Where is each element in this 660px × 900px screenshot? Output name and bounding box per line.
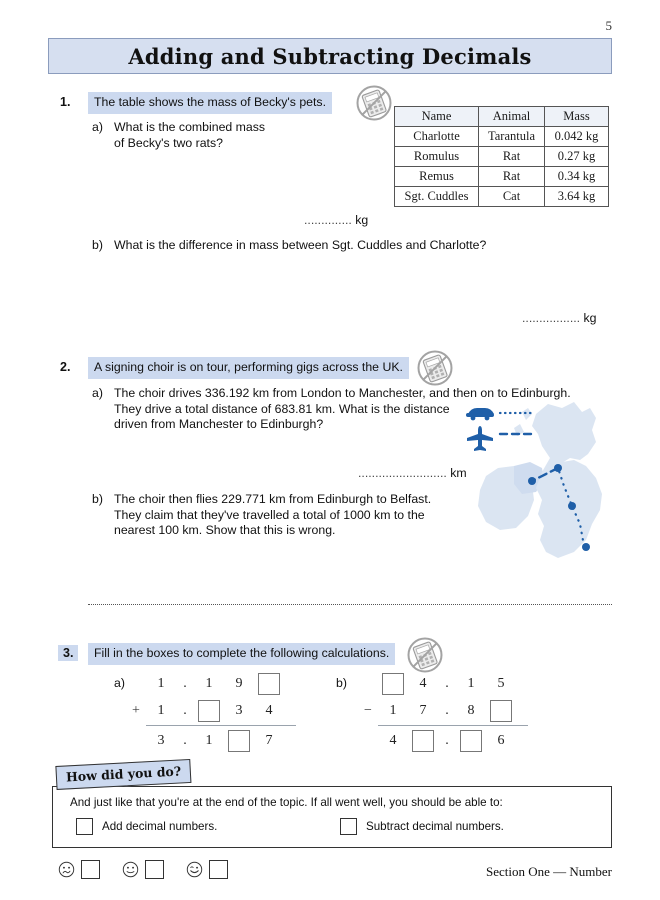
answer-line-2a[interactable] (358, 466, 467, 480)
calc-b-rule (378, 725, 528, 726)
how-did-you-do-intro: And just like that you're at the end of the topic. If all went well, you should be able to: (70, 796, 503, 809)
answer-unit-1a: kg (355, 213, 369, 227)
calc-a-r3-point: . (183, 732, 187, 748)
calc-b-r1-answer-box[interactable] (378, 670, 408, 697)
checkbox-subtract-decimals[interactable] (340, 818, 357, 835)
calc-a-r2-answer-box[interactable] (194, 697, 224, 724)
calc-b-r2-d2: 7 (419, 702, 427, 718)
calc-a-row1 (126, 670, 296, 697)
page-footer: Section One — Number (485, 864, 612, 879)
page-number: 5 (605, 18, 612, 33)
calculation-a (126, 670, 296, 754)
input-box[interactable] (490, 700, 512, 722)
page-title-banner (48, 38, 612, 74)
neutral-face-icon (122, 861, 139, 878)
cell-animal: Rat (479, 167, 545, 187)
question-2a-label: a) (92, 386, 103, 400)
calc-b-r3-point: . (445, 732, 449, 748)
question-1a-line2: of Becky's two rats? (114, 135, 223, 150)
no-calculator-icon (416, 349, 454, 387)
calc-a-r1-answer-box[interactable] (254, 670, 284, 697)
question-2b-line3: nearest 100 km. Show that this is wrong. (114, 523, 336, 537)
calc-b-row1 (358, 670, 528, 697)
cell-animal: Rat (479, 147, 545, 167)
calc-a-r3-d2: 1 (205, 732, 213, 748)
checklist-label-add: Add decimal numbers. (102, 820, 218, 833)
table-row (395, 147, 609, 167)
cell-name: Romulus (395, 147, 479, 167)
checklist-item-subtract[interactable] (340, 818, 504, 835)
sad-face-icon (58, 861, 75, 878)
answer-dots-1a: .............. (304, 213, 352, 227)
calc-b-r1-d2: 4 (419, 675, 427, 691)
answer-dots-1b: ................. (522, 311, 581, 325)
self-assessment-neutral[interactable] (122, 860, 164, 879)
question-2-lead: A signing choir is on tour, performing gigs across the UK. (88, 357, 409, 379)
no-calculator-icon (355, 84, 393, 122)
calc-a-r3-answer-box[interactable] (224, 727, 254, 754)
cell-name: Charlotte (395, 127, 479, 147)
self-assessment-happy[interactable] (186, 860, 228, 879)
cell-animal: Tarantula (479, 127, 545, 147)
calc-b-r1-point: . (445, 675, 449, 691)
question-1-number: 1. (60, 95, 71, 109)
city-marker-london (582, 543, 590, 551)
question-1a-label: a) (92, 120, 103, 134)
cell-mass: 0.34 kg (545, 167, 609, 187)
calc-a-r3-d1: 3 (157, 732, 165, 748)
calc-a-r1-d3: 9 (235, 675, 243, 691)
calc-a-r2-d1: 1 (157, 702, 165, 718)
calc-b-row2 (358, 697, 528, 724)
calc-b-row3 (358, 727, 528, 754)
calc-b-r3-d5: 6 (497, 732, 505, 748)
calc-a-r1-point: . (183, 675, 187, 691)
answer-dots-2a: .......................... (358, 466, 447, 480)
self-assessment-row (58, 860, 228, 879)
calc-b-r1-d5: 5 (497, 675, 505, 691)
checkbox-neutral[interactable] (145, 860, 164, 879)
input-box[interactable] (228, 730, 250, 752)
calc-a-rule (146, 725, 296, 726)
table-header-animal: Animal (479, 107, 545, 127)
city-marker-belfast (528, 477, 536, 485)
question-3b-label: b) (336, 676, 347, 690)
calculation-b (358, 670, 528, 754)
cell-name: Sgt. Cuddles (395, 187, 479, 207)
calc-a-r1-d2: 1 (205, 675, 213, 691)
calc-b-r3-d1: 4 (389, 732, 397, 748)
calc-a-r2-d4: 4 (265, 702, 273, 718)
self-assessment-sad[interactable] (58, 860, 100, 879)
input-box[interactable] (258, 673, 280, 695)
no-calculator-icon (406, 636, 444, 674)
question-3-number: 3. (58, 645, 78, 661)
table-header-name: Name (395, 107, 479, 127)
question-3a-label: a) (114, 676, 125, 690)
calc-b-operator: − (364, 702, 372, 718)
calc-b-r2-d1: 1 (389, 702, 397, 718)
input-box[interactable] (460, 730, 482, 752)
answer-unit-1b: kg (583, 311, 597, 325)
table-header-row (395, 107, 609, 127)
page-title: Adding and Subtracting Decimals (128, 43, 532, 69)
checkbox-happy[interactable] (209, 860, 228, 879)
calc-a-row2 (126, 697, 296, 724)
question-2b-line1: The choir then flies 229.771 km from Edinburgh to Belfast. (114, 492, 432, 506)
input-box[interactable] (198, 700, 220, 722)
cell-mass: 0.042 kg (545, 127, 609, 147)
question-1-lead: The table shows the mass of Becky's pets. (88, 92, 332, 114)
question-1a-line1: What is the combined mass (114, 120, 266, 134)
city-marker-manchester (568, 502, 576, 510)
calc-a-r2-point: . (183, 702, 187, 718)
question-2a-line3: driven from Manchester to Edinburgh? (114, 417, 324, 431)
answer-rule-2b[interactable] (88, 604, 612, 605)
checkbox-sad[interactable] (81, 860, 100, 879)
question-2a-line1: The choir drives 336.192 km from London to Manchester, and then on to Edinburgh. (114, 386, 571, 400)
question-3-lead: Fill in the boxes to complete the following calculations. (88, 643, 395, 665)
cell-mass: 3.64 kg (545, 187, 609, 207)
cell-mass: 0.27 kg (545, 147, 609, 167)
answer-line-1b[interactable] (522, 311, 597, 325)
question-1b-label: b) (92, 238, 103, 252)
calc-b-r3-answer-box-2[interactable] (456, 727, 486, 754)
calc-b-r1-d4: 1 (467, 675, 475, 691)
calc-b-r2-d4: 8 (467, 702, 475, 718)
question-2b-text (114, 492, 431, 539)
checklist-label-subtract: Subtract decimal numbers. (366, 820, 504, 833)
calc-b-r2-point: . (445, 702, 449, 718)
calc-a-r1-d1: 1 (157, 675, 165, 691)
input-box[interactable] (412, 730, 434, 752)
input-box[interactable] (382, 673, 404, 695)
question-2a-text (114, 386, 571, 433)
happy-face-icon (186, 861, 203, 878)
table-row (395, 127, 609, 147)
calc-a-operator: + (132, 702, 140, 718)
pets-table (394, 106, 609, 207)
answer-unit-2a: km (450, 466, 467, 480)
question-1b-text: What is the difference in mass between Sgt. Cuddles and Charlotte? (114, 238, 487, 252)
calc-a-r3-d4: 7 (265, 732, 273, 748)
checkbox-add-decimals[interactable] (76, 818, 93, 835)
calc-a-row3 (126, 727, 296, 754)
question-2a-line2: They drive a total distance of 683.81 km. What is the distance (114, 401, 450, 416)
calc-b-r3-answer-box-1[interactable] (408, 727, 438, 754)
question-2b-label: b) (92, 492, 103, 506)
cell-name: Remus (395, 167, 479, 187)
table-header-mass: Mass (545, 107, 609, 127)
question-2-number: 2. (60, 360, 71, 374)
question-1a-text (114, 120, 265, 151)
how-did-you-do-tag: How did you do? (55, 759, 191, 790)
calc-b-r2-answer-box[interactable] (486, 697, 516, 724)
table-row (395, 187, 609, 207)
calc-a-r2-d3: 3 (235, 702, 243, 718)
table-row (395, 167, 609, 187)
cell-animal: Cat (479, 187, 545, 207)
question-2b-line2: They claim that they've travelled a total of 1000 km to the (114, 507, 425, 522)
checklist-item-add[interactable] (76, 818, 217, 835)
answer-line-1a[interactable] (304, 213, 368, 227)
city-marker-edinburgh (554, 464, 562, 472)
